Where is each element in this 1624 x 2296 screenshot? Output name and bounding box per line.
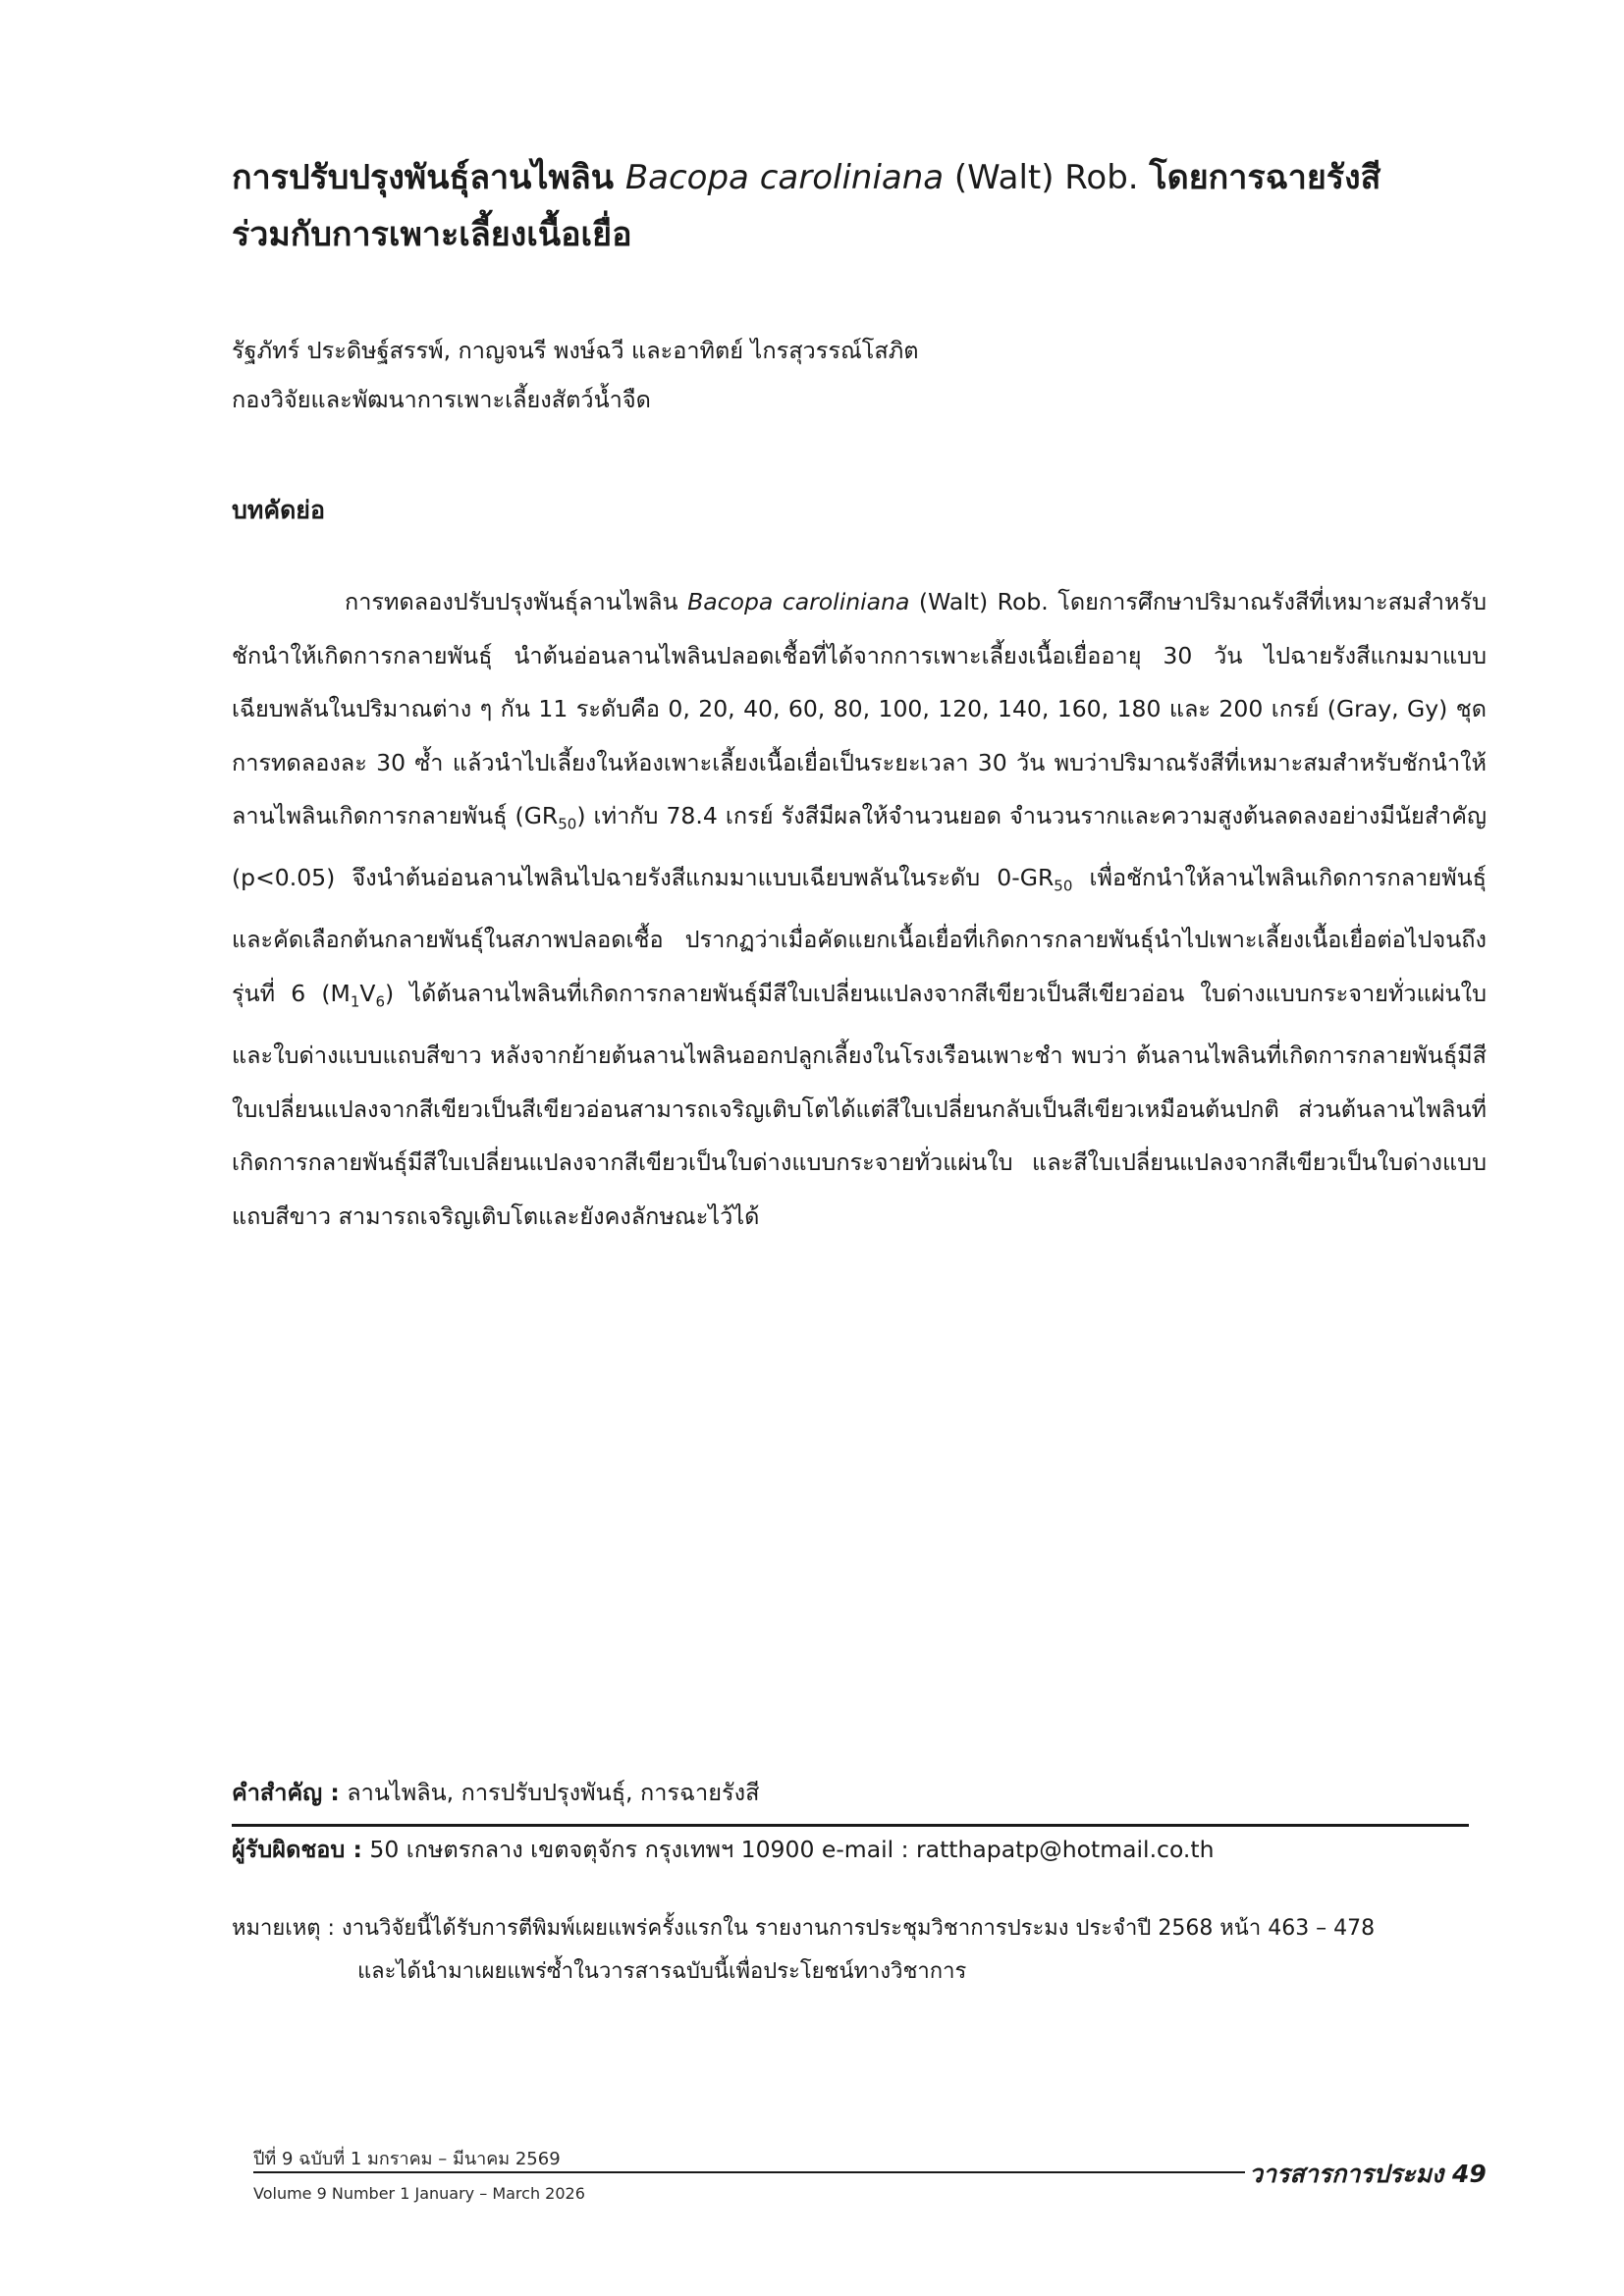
abstract-text-5: V bbox=[359, 979, 376, 1007]
author-block bbox=[232, 326, 919, 424]
title-scientific-name: Bacopa caroliniana bbox=[624, 158, 945, 197]
author-affiliation: กองวิจัยและพัฒนาการเพาะเลี้ยงสัตว์น้ำจืด bbox=[232, 386, 651, 413]
corresponding-value: 50 เกษตรกลาง เขตจตุจักร กรุงเทพฯ 10900 e-mail : ratthapatp@hotmail.co.th bbox=[361, 1836, 1215, 1863]
v6-subscript: 6 bbox=[375, 992, 385, 1011]
footer-journal-page: วารสารการประมง 49 bbox=[1249, 2160, 1487, 2188]
title-line-2: ร่วมกับการเพาะเลี้ยงเนื้อเยื่อ bbox=[232, 215, 632, 254]
abstract-body bbox=[232, 575, 1487, 1243]
title-author-citation: (Walt) Rob. bbox=[944, 158, 1150, 197]
abstract-text-4: เพื่อชักนำให้ลานไพลินเกิดการกลายพันธุ์และคัดเลือกต้นกลายพันธุ์ในสภาพปลอดเชื้อ ปรากฏว่าเมื่อคัดแยกเนื้อเยื่อที่เกิดการกลายพันธุ์นำไปเพาะเลี้ยงเนื้อเยื่อต่อไปจนถึงรุ่นที่ 6 (M bbox=[232, 864, 1487, 1007]
gr50-subscript: 50 bbox=[558, 815, 577, 833]
note-line-1: หมายเหตุ : งานวิจัยนี้ได้รับการตีพิมพ์เผยแพร่ครั้งแรกใน รายงานการประชุมวิชาการประมง ประจำปี 2568 หน้า 463 – 478 bbox=[232, 1916, 1376, 1941]
author-names: รัฐภัทร์ ประดิษฐ์สรรพ์, กาญจนรี พงษ์ฉวี และอาทิตย์ ไกรสุวรรณ์โสภิต bbox=[232, 337, 919, 364]
publication-note bbox=[232, 1907, 1508, 1994]
corresponding-label: ผู้รับผิดชอบ : bbox=[232, 1836, 362, 1863]
footer-issue-thai: ปีที่ 9 ฉบับที่ 1 มกราคม – มีนาคม 2569 bbox=[253, 2149, 561, 2169]
keywords-label: คำสำคัญ : bbox=[232, 1779, 340, 1806]
abstract-scientific-name: Bacopa caroliniana bbox=[687, 588, 910, 615]
paper-title bbox=[232, 149, 1498, 263]
title-line-1 bbox=[232, 149, 1498, 206]
abstract-heading: บทคัดย่อ bbox=[232, 496, 325, 524]
abstract-paragraph bbox=[232, 575, 1487, 1243]
m1-subscript: 1 bbox=[350, 992, 360, 1011]
abstract-text-6: ) ได้ต้นลานไพลินที่เกิดการกลายพันธุ์มีสีใบเปลี่ยนแปลงจากสีเขียวเป็นสีเขียวอ่อน ใบด่างแบบกระจายทั่วแผ่นใบ และใบด่างแบบแถบสีขาว หลังจากย้ายต้นลานไพลินออกปลูกเลี้ยงในโรงเรือนเพาะชำ พบว่า ต้นลานไพลินที่เกิดการกลายพันธุ์มีสีใบเปลี่ยนแปลงจากสีเขียวเป็นสีเขียวอ่อนสามารถเจริญเติบโตได้แต่สีใบเปลี่ยนกลับเป็นสีเขียวเหมือนต้นปกติ ส่วนต้นลานไพลินที่เกิดการกลายพันธุ์มีสีใบเปลี่ยนแปลงจากสีเขียวเป็นใบด่างแบบกระจายทั่วแผ่นใบ และสีใบเปลี่ยนแปลงจากสีเขียวเป็นใบด่างแบบแถบสีขาว สามารถเจริญเติบโตและยังคงลักษณะไว้ได้ bbox=[232, 979, 1488, 1230]
keywords-line bbox=[232, 1775, 759, 1811]
gr50-subscript-2: 50 bbox=[1054, 877, 1073, 895]
corresponding-line bbox=[232, 1832, 1215, 1868]
title-text-a: การปรับปรุงพันธุ์ลานไพลิน bbox=[232, 158, 625, 197]
title-text-c: โดยการฉายรังสี bbox=[1149, 158, 1381, 197]
note-line-2: และได้นำมาเผยแพร่ซ้ำในวารสารฉบับนี้เพื่อประโยชน์ทางวิชาการ bbox=[357, 1959, 967, 1984]
keywords-value: ลานไพลิน, การปรับปรุงพันธุ์, การฉายรังสี bbox=[339, 1779, 760, 1806]
keywords-divider bbox=[232, 1824, 1469, 1827]
footer-rule bbox=[253, 2171, 1245, 2173]
footer-issue-english: Volume 9 Number 1 January – March 2026 bbox=[253, 2184, 585, 2203]
abstract-text-3: ) เท่ากับ 78.4 เกรย์ รังสีมีผลให้จำนวนยอด จำนวนรากและความสูงต้นลดลงอย่างมีนัยสำคัญ (p<0.05) จึงนำต้นอ่อนลานไพลินไปฉายรังสีแกมมาแบบเฉียบพลันในระดับ 0-GR bbox=[232, 802, 1487, 892]
abstract-text-1: การทดลองปรับปรุงพันธุ์ลานไพลิน bbox=[345, 588, 688, 615]
abstract-text-2: (Walt) Rob. โดยการศึกษาปริมาณรังสีที่เหมาะสมสำหรับชักนำให้เกิดการกลายพันธุ์ นำต้นอ่อนลานไพลินปลอดเชื้อที่ได้จากการเพาะเลี้ยงเนื้อเยื่ออายุ 30 วัน ไปฉายรังสีแกมมาแบบเฉียบพลันในปริมาณต่าง ๆ กัน 11 ระดับคือ 0, 20, 40, 60, 80, 100, 120, 140, 160, 180 และ 200 เกรย์ (Gray, Gy) ชุดการทดลองละ 30 ซ้ำ แล้วนำไปเลี้ยงในห้องเพาะเลี้ยงเนื้อเยื่อเป็นระยะเวลา 30 วัน พบว่าปริมาณรังสีที่เหมาะสมสำหรับชักนำให้ลานไพลินเกิดการกลายพันธุ์ (GR bbox=[232, 588, 1487, 829]
